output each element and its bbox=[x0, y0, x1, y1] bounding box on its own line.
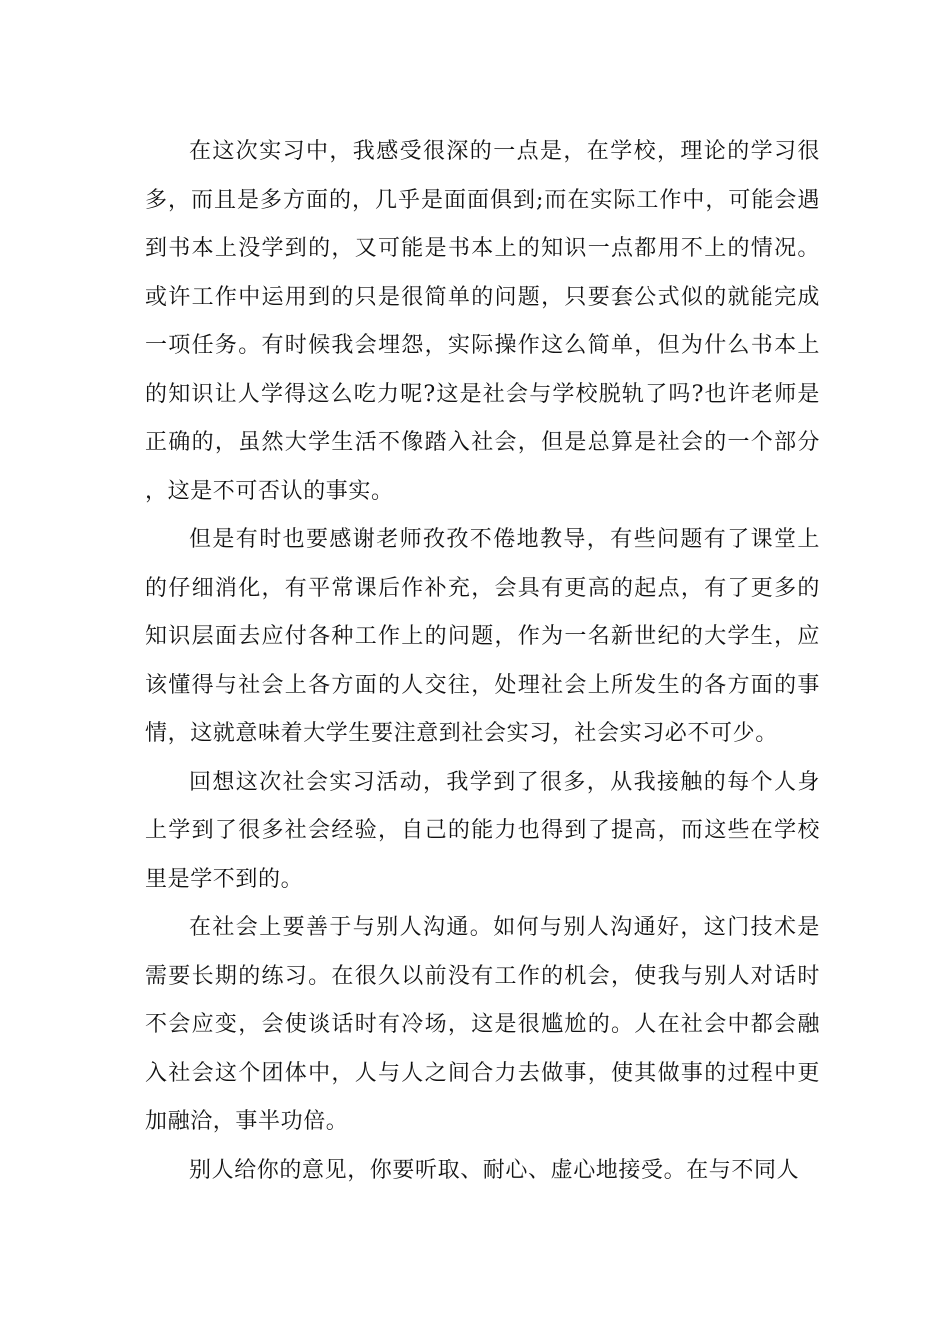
paragraph-3: 回想这次社会实习活动，我学到了很多，从我接触的每个人身上学到了很多社会经验，自己的能力也得到了提高，而这些在学校里是学不到的。 bbox=[145, 769, 820, 892]
document-body bbox=[145, 128, 820, 1195]
paragraph-2: 但是有时也要感谢老师孜孜不倦地教导，有些问题有了课堂上的仔细消化，有平常课后作补充，会具有更高的起点，有了更多的知识层面去应付各种工作上的问题，作为一名新世纪的大学生，应该懂得与社会上各方面的人交往，处理社会上所发生的各方面的事情，这就意味着大学生要注意到社会实习，社会实习必不可少。 bbox=[145, 527, 820, 746]
paragraph-5: 别人给你的意见，你要听取、耐心、虚心地接受。在与不同人 bbox=[189, 1157, 800, 1183]
paragraph-4: 在社会上要善于与别人沟通。如何与别人沟通好，这门技术是需要长期的练习。在很久以前没有工作的机会，使我与别人对话时不会应变，会使谈话时有冷场，这是很尴尬的。人在社会中都会融入社会这个团体中，人与人之间合力去做事，使其做事的过程中更加融洽，事半功倍。 bbox=[145, 915, 820, 1134]
paragraph-1: 在这次实习中，我感受很深的一点是，在学校，理论的学习很多，而且是多方面的，几乎是面面俱到;而在实际工作中，可能会遇到书本上没学到的，又可能是书本上的知识一点都用不上的情况。或许工作中运用到的只是很简单的问题，只要套公式似的就能完成一项任务。有时候我会埋怨，实际操作这么简单，但为什么书本上的知识让人学得这么吃力呢?这是社会与学校脱轨了吗?也许老师是正确的，虽然大学生活不像踏入社会，但是总算是社会的一个部分，这是不可否认的事实。 bbox=[145, 139, 820, 504]
